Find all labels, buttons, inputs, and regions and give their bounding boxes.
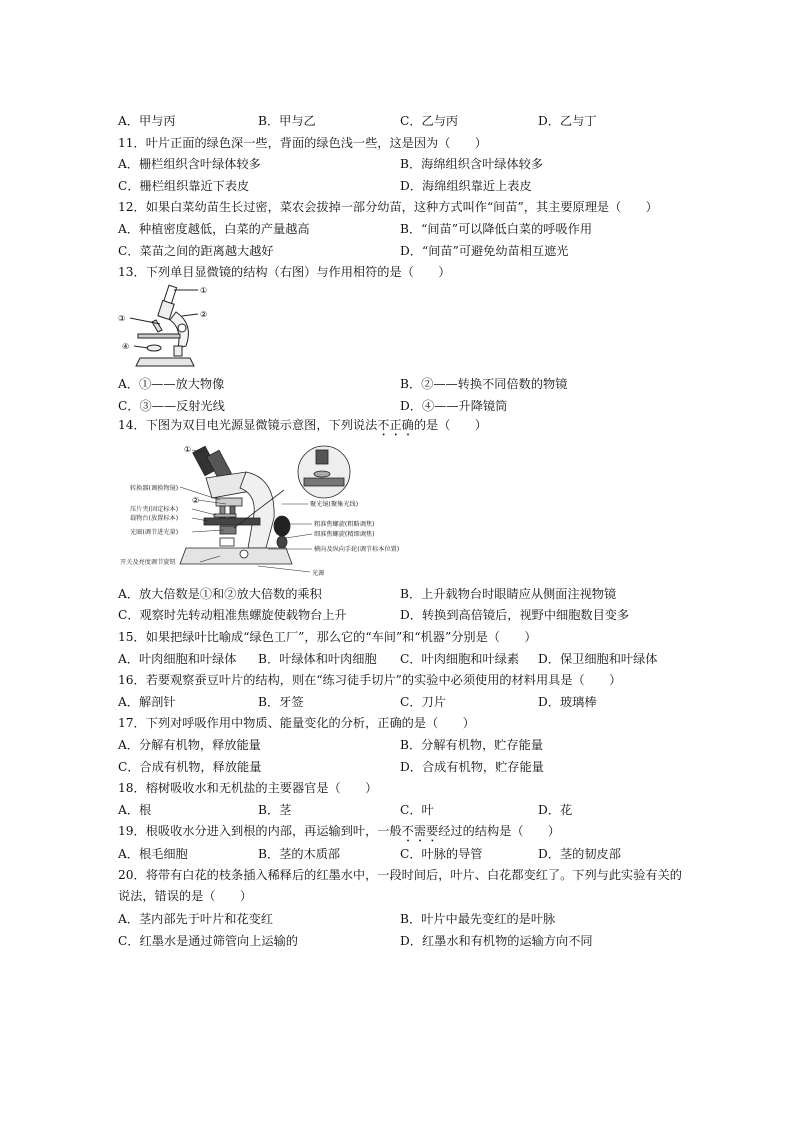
q14-label-switch: 开关及亮度调节旋钮	[120, 559, 176, 566]
q19-stem	[118, 822, 704, 840]
q16-option-d: D．玻璃棒	[538, 695, 597, 709]
q13-label-4: ④	[122, 342, 130, 351]
q14-stem-post: 的是（ ）	[413, 418, 487, 432]
q13-option-a: A．①——放大物像	[118, 377, 225, 391]
q14-option-b: B．上升载物台时眼睛应从侧面注视物镜	[400, 587, 617, 601]
q17-options-row1	[118, 736, 704, 754]
q11-option-a: A．栅栏组织含叶绿体较多	[118, 157, 261, 171]
q20-stem-line2: 说法，错误的是（ ）	[118, 889, 253, 903]
q15-stem: 15．如果把绿叶比喻成“绿色工厂”，那么它的“车间”和“机器”分别是（ ）	[118, 630, 537, 644]
q11-options-row1	[118, 155, 704, 173]
q16-option-b: B．牙签	[258, 695, 304, 709]
q20-options-row2	[118, 932, 704, 950]
q13-options-row1	[118, 375, 704, 393]
q18-stem: 18．榕树吸收水和无机盐的主要器官是（ ）	[118, 781, 378, 795]
q12-option-d: D．“间苗”可避免幼苗相互遮光	[400, 244, 569, 258]
q20-option-a: A．茎内部先于叶片和花变红	[118, 912, 274, 926]
q15-option-d: D．保卫细胞和叶绿体	[538, 652, 658, 666]
q11-stem: 11．叶片正面的绿色深一些，背面的绿色浅一些，这是因为（ ）	[118, 136, 487, 150]
q14-stem	[118, 416, 704, 434]
q19-option-a: A．根毛细胞	[118, 847, 188, 861]
q12-stem: 12．如果白菜幼苗生长过密，菜农会拔掉一部分幼苗，这种方式叫作“间苗”，其主要原理是（ ）	[118, 200, 658, 214]
q12-option-c: C．菜苗之间的距离越大越好	[118, 244, 274, 258]
q13-label-2: ②	[200, 310, 208, 319]
q19-stem-emphasis: 不需要	[401, 824, 439, 838]
q20-option-b: B．叶片中最先变红的是叶脉	[400, 912, 556, 926]
q19-option-c: C．叶脉的导管	[400, 847, 483, 861]
q16-option-c: C．刀片	[400, 695, 446, 709]
q20-options-row1	[118, 910, 704, 928]
q18-option-d: D．花	[538, 803, 573, 817]
q16-option-a: A．解剖针	[118, 695, 176, 709]
q19-option-d: D．茎的韧皮部	[538, 847, 621, 861]
q13-option-b: B．②——转换不同倍数的物镜	[400, 377, 568, 391]
q12-options-row2	[118, 242, 704, 260]
q14-stem-emphasis: 不正确	[377, 418, 414, 432]
q13-stem: 13．下列单目显微镜的结构（右图）与作用相符的是（ ）	[118, 265, 451, 279]
q14-label-light: 光源	[312, 570, 325, 577]
q14-label-1: ①	[184, 445, 192, 454]
q12-option-b: B．“间苗”可以降低白菜的呼吸作用	[400, 222, 593, 236]
q20-option-c: C．红墨水是通过筛管向上运输的	[118, 934, 298, 948]
q14-stem-pre: 14．下图为双目电光源显微镜示意图，下列说法	[118, 418, 378, 432]
q15-option-c: C．叶肉细胞和叶绿素	[400, 652, 520, 666]
q14-option-a: A．放大倍数是①和②放大倍数的乘积	[118, 587, 322, 601]
q18-options	[118, 801, 704, 819]
q17-option-d: D．合成有机物，贮存能量	[400, 760, 544, 774]
q14-options-row2	[118, 606, 704, 624]
q14-options-row1	[118, 585, 704, 603]
q17-option-b: B．分解有机物，贮存能量	[400, 738, 544, 752]
q18-option-c: C．叶	[400, 803, 434, 817]
q14-label-fine: 细准焦螺旋(精细调焦)	[314, 531, 375, 538]
q16-options	[118, 693, 704, 711]
binocular-microscope-figure	[116, 438, 446, 580]
q11-option-d: D．海绵组织靠近上表皮	[400, 179, 532, 193]
q14-option-d: D．转换到高倍镜后，视野中细胞数目变多	[400, 608, 630, 622]
q18-option-a: A．根	[118, 803, 152, 817]
q10-option-d: D．乙与丁	[538, 114, 597, 128]
q15-option-a: A．叶肉细胞和叶绿体	[118, 652, 237, 666]
q17-stem: 17．下列对呼吸作用中物质、能量变化的分析，正确的是（ ）	[118, 716, 475, 730]
q11-options-row2	[118, 177, 704, 195]
q17-option-a: A．分解有机物，释放能量	[118, 738, 261, 752]
q16-stem: 16．若要观察蚕豆叶片的结构，则在“练习徒手切片”的实验中必须使用的材料用具是（ ）	[118, 673, 622, 687]
q10-option-c: C．乙与丙	[400, 114, 459, 128]
q10-option-a: A．甲与丙	[118, 114, 176, 128]
q20-option-d: D．红墨水和有机物的运输方向不同	[400, 934, 593, 948]
q12-options-row1	[118, 220, 704, 238]
q11-option-c: C．栅栏组织靠近下表皮	[118, 179, 250, 193]
q20-stem-line1: 20．将带有白花的枝条插入稀释后的红墨水中，一段时间后，叶片、白花都变红了。下列与此实验有关的	[118, 868, 682, 882]
q14-label-clip: 压片夹(固定标本)	[130, 506, 179, 513]
q14-label-condenser: 聚光镜(聚集光线)	[310, 501, 359, 508]
q13-option-d: D．④——升降镜筒	[400, 399, 508, 413]
q13-options-row2	[118, 397, 704, 415]
q13-label-1: ①	[200, 286, 208, 295]
q10-option-b: B．甲与乙	[258, 114, 316, 128]
q14-label-2: ②	[192, 496, 200, 505]
q12-option-a: A．种植密度越低，白菜的产量越高	[118, 222, 310, 236]
q14-label-diaphragm: 光圈(调节进光量)	[130, 529, 179, 536]
q17-option-c: C．合成有机物，释放能量	[118, 760, 262, 774]
q13-option-c: C．③——反射光线	[118, 399, 225, 413]
q17-options-row2	[118, 758, 704, 776]
q10-options	[118, 112, 704, 130]
q15-option-b: B．叶绿体和叶肉细胞	[258, 652, 377, 666]
q18-option-b: B．茎	[258, 803, 292, 817]
q14-label-handwheel: 横向及纵向手轮(调节标本位置)	[314, 546, 400, 553]
q15-options	[118, 650, 704, 668]
q19-option-b: B．茎的木质部	[258, 847, 341, 861]
q19-stem-pre: 19．根吸收水分进入到根的内部，再运输到叶，一般	[118, 824, 402, 838]
q11-option-b: B．海绵组织含叶绿体较多	[400, 157, 544, 171]
q14-label-converter: 转换器(调换物镜)	[130, 485, 179, 492]
q14-label-coarse: 粗准焦螺旋(粗略调焦)	[314, 521, 375, 528]
q19-stem-post: 经过的结构是（ ）	[438, 824, 561, 838]
q19-options	[118, 845, 704, 863]
q14-label-stage: 载物台(放置标本)	[130, 515, 179, 522]
q14-option-c: C．观察时先转动粗准焦螺旋使载物台上升	[118, 608, 347, 622]
q13-label-3: ③	[118, 314, 126, 323]
monocular-microscope-figure	[116, 284, 216, 374]
